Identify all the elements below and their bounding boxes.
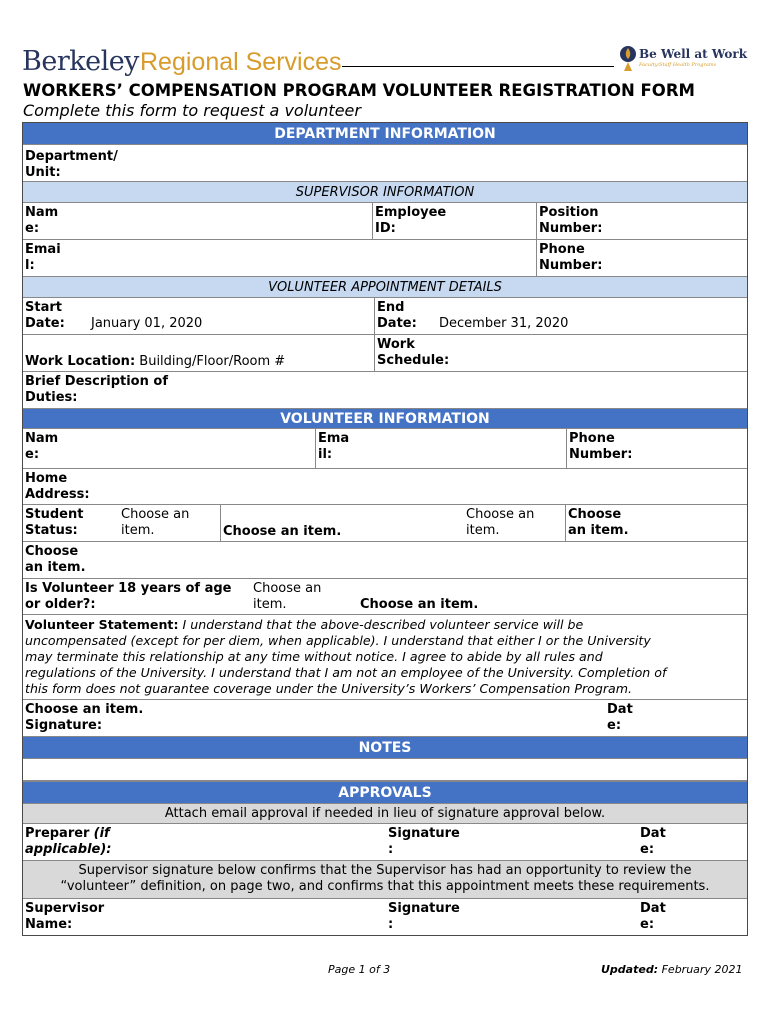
field-label: Signature bbox=[388, 826, 460, 841]
field-label: Student bbox=[25, 507, 84, 522]
statement-text: I understand that the above-described volunteer service will be bbox=[182, 617, 584, 632]
registration-form bbox=[22, 122, 748, 936]
dropdown-placeholder: Choose an item. bbox=[223, 524, 342, 539]
subsection-title: SUPERVISOR INFORMATION bbox=[295, 185, 475, 200]
field-label: Dat bbox=[607, 702, 633, 717]
supervisor-name-approval-field[interactable] bbox=[23, 899, 383, 935]
field-label: Employee bbox=[375, 205, 447, 220]
section-notes-header bbox=[23, 737, 747, 759]
supervisor-approval-note bbox=[23, 861, 747, 899]
field-label: Phone bbox=[569, 431, 615, 446]
appointment-dates-row bbox=[23, 298, 747, 335]
volunteer-name-field[interactable] bbox=[23, 429, 315, 468]
logo-regional-services: Regional Services bbox=[140, 48, 342, 76]
field-label: Preparer bbox=[25, 826, 90, 841]
field-label: ID: bbox=[375, 221, 396, 236]
field-label: Home bbox=[25, 471, 68, 486]
age-row bbox=[23, 579, 747, 615]
page-header bbox=[22, 40, 750, 80]
field-label: Supervisor bbox=[25, 901, 105, 916]
field-label: Nam bbox=[25, 431, 59, 446]
end-date-value[interactable]: December 31, 2020 bbox=[439, 316, 569, 331]
field-label: Position bbox=[539, 205, 599, 220]
statement-label: Volunteer Statement: bbox=[25, 617, 179, 632]
approval-note bbox=[23, 804, 747, 824]
supervisor-name-field[interactable] bbox=[23, 203, 372, 239]
duties-row[interactable] bbox=[23, 372, 747, 409]
supervisor-email-field[interactable] bbox=[23, 240, 536, 276]
supervisor-date-field[interactable] bbox=[638, 899, 749, 935]
field-label: Duties: bbox=[25, 390, 78, 405]
statement-text: uncompensated (except for per diem, when applicable). I understand that either I or the University bbox=[25, 633, 651, 648]
field-label: Start bbox=[25, 300, 62, 315]
note-text: Supervisor signature below confirms that the Supervisor has had an opportunity to review the bbox=[78, 863, 692, 878]
field-label: (if bbox=[93, 826, 110, 841]
field-label: il: bbox=[318, 447, 333, 462]
supervisor-position-field[interactable] bbox=[536, 203, 749, 239]
field-label: Nam bbox=[25, 205, 59, 220]
dropdown-placeholder: item. bbox=[466, 523, 500, 538]
notes-field[interactable] bbox=[23, 759, 747, 781]
volunteer-row-1 bbox=[23, 429, 747, 469]
field-label: Phone bbox=[539, 242, 585, 257]
student-status-dropdown-1[interactable] bbox=[119, 505, 220, 541]
field-label: or older?: bbox=[25, 597, 96, 612]
field-label: e: bbox=[640, 917, 655, 932]
preparer-signature-field[interactable] bbox=[386, 824, 606, 860]
field-label: Emai bbox=[25, 242, 61, 257]
field-label: Number: bbox=[569, 447, 633, 462]
dropdown-placeholder: Choose an bbox=[121, 507, 190, 522]
section-title: NOTES bbox=[358, 740, 412, 756]
dropdown-placeholder: an item. bbox=[25, 560, 86, 575]
home-address-field[interactable] bbox=[23, 469, 749, 504]
dropdown-placeholder: Choose an bbox=[253, 581, 322, 596]
field-label: : bbox=[388, 842, 394, 857]
statement-text: this form does not guarantee coverage under the University’s Workers’ Compensation Program. bbox=[25, 681, 632, 696]
section-title: APPROVALS bbox=[338, 785, 432, 801]
volunteer-statement-row bbox=[23, 615, 747, 700]
supervisor-signature-field[interactable] bbox=[386, 899, 606, 935]
dropdown-placeholder[interactable]: Choose an item. bbox=[25, 702, 144, 717]
form-title: WORKERS’ COMPENSATION PROGRAM VOLUNTEER REGISTRATION FORM bbox=[23, 81, 695, 100]
department-row[interactable] bbox=[23, 145, 747, 182]
field-label: Work Location: bbox=[25, 354, 136, 369]
field-label: Brief Description of bbox=[25, 374, 168, 389]
field-label: e: bbox=[25, 447, 40, 462]
be-well-logo-tag: Faculty/Staff Health Programs bbox=[639, 62, 717, 68]
field-label: applicable): bbox=[25, 842, 112, 857]
supervisor-row-2 bbox=[23, 240, 747, 277]
supervisor-approval-row bbox=[23, 899, 747, 935]
student-status-label bbox=[23, 505, 119, 541]
field-label: Status: bbox=[25, 523, 78, 538]
dropdown-placeholder: Choose bbox=[25, 544, 79, 559]
section-title: DEPARTMENT INFORMATION bbox=[274, 126, 496, 142]
volunteer-statement bbox=[23, 615, 749, 699]
field-label: l: bbox=[25, 258, 35, 273]
subsection-title: VOLUNTEER APPOINTMENT DETAILS bbox=[268, 280, 502, 295]
dropdown-placeholder: item. bbox=[121, 523, 155, 538]
dropdown-placeholder: Choose an item. bbox=[360, 597, 479, 612]
section-approvals-header bbox=[23, 782, 747, 804]
field-label: End bbox=[377, 300, 405, 315]
statement-text: may terminate this relationship at any time without notice. I agree to abide by all rules and bbox=[25, 649, 603, 664]
be-well-logo-icon bbox=[619, 45, 637, 71]
dropdown-placeholder: item. bbox=[253, 597, 287, 612]
field-label: Number: bbox=[539, 258, 603, 273]
field-label: Dat bbox=[640, 901, 666, 916]
dropdown-placeholder: Choose an bbox=[466, 507, 535, 522]
supervisor-phone-field[interactable] bbox=[536, 240, 749, 276]
field-label: Is Volunteer 18 years of age bbox=[25, 581, 232, 596]
choose-item-row[interactable] bbox=[23, 542, 747, 579]
field-label: Date: bbox=[25, 316, 65, 331]
age-question-label bbox=[23, 579, 251, 614]
field-label: e: bbox=[25, 221, 40, 236]
end-date-field[interactable] bbox=[374, 298, 749, 334]
volunteer-phone-field[interactable] bbox=[566, 429, 749, 468]
field-label: Name: bbox=[25, 917, 73, 932]
field-label: Department/ bbox=[25, 149, 118, 164]
field-label: Date: bbox=[377, 316, 417, 331]
field-label: Signature: bbox=[25, 718, 103, 733]
work-schedule-field[interactable] bbox=[374, 335, 749, 371]
statement-text: regulations of the University. I understand that I am not an employee of the University. Completion of bbox=[25, 665, 667, 680]
section-department-header bbox=[23, 123, 747, 145]
preparer-date-field[interactable] bbox=[638, 824, 749, 860]
preparer-row bbox=[23, 824, 747, 861]
student-status-dropdown-2[interactable] bbox=[220, 505, 464, 541]
note-text: Attach email approval if needed in lieu of signature approval below. bbox=[164, 806, 606, 821]
field-label: Signature bbox=[388, 901, 460, 916]
field-label: : bbox=[388, 917, 394, 932]
field-label: Number: bbox=[539, 221, 603, 236]
duties-field[interactable] bbox=[23, 372, 749, 408]
updated-value: February 2021 bbox=[661, 963, 743, 976]
student-status-dropdown-3[interactable] bbox=[464, 505, 565, 541]
section-title: VOLUNTEER INFORMATION bbox=[280, 411, 490, 427]
department-field[interactable] bbox=[23, 145, 749, 181]
page-number: Page 1 of 3 bbox=[328, 963, 391, 976]
supervisor-subheader bbox=[23, 182, 747, 203]
header-rule bbox=[342, 66, 614, 67]
appointment-subheader bbox=[23, 277, 747, 298]
section-volunteer-header bbox=[23, 409, 747, 429]
be-well-logo-title: Be Well at Work bbox=[639, 47, 748, 61]
field-label: Schedule: bbox=[377, 353, 450, 368]
field-label: Work bbox=[377, 337, 415, 352]
volunteer-date-field[interactable] bbox=[605, 700, 749, 736]
field-label: Ema bbox=[318, 431, 350, 446]
field-label: Unit: bbox=[25, 165, 61, 180]
work-location-field[interactable] bbox=[23, 335, 374, 371]
start-date-field[interactable] bbox=[23, 298, 374, 334]
volunteer-signature-row bbox=[23, 700, 747, 737]
dropdown-placeholder: Choose bbox=[568, 507, 622, 522]
age-dropdown-2[interactable] bbox=[358, 579, 558, 614]
student-status-row bbox=[23, 505, 747, 542]
field-label: e: bbox=[607, 718, 622, 733]
dropdown-placeholder: an item. bbox=[568, 523, 629, 538]
work-location-value[interactable]: Building/Floor/Room # bbox=[139, 354, 286, 369]
volunteer-email-field[interactable] bbox=[315, 429, 566, 468]
field-label: Address: bbox=[25, 487, 90, 502]
start-date-value[interactable]: January 01, 2020 bbox=[91, 316, 203, 331]
volunteer-address-row[interactable] bbox=[23, 469, 747, 505]
logo-berkeley: Berkeley bbox=[22, 46, 139, 77]
volunteer-signature-field[interactable] bbox=[23, 700, 603, 736]
student-status-dropdown-4[interactable] bbox=[565, 505, 749, 541]
form-subtitle: Complete this form to request a volunteer bbox=[23, 101, 361, 120]
note-text: “volunteer” definition, on page two, and confirms that this appointment meets these requirements. bbox=[60, 879, 710, 894]
work-location-row bbox=[23, 335, 747, 372]
supervisor-row-1 bbox=[23, 203, 747, 240]
field-label: e: bbox=[640, 842, 655, 857]
choose-item-dropdown[interactable] bbox=[23, 542, 749, 578]
field-label: Dat bbox=[640, 826, 666, 841]
updated-date bbox=[601, 963, 742, 976]
age-dropdown-1[interactable] bbox=[251, 579, 351, 614]
supervisor-employee-id-field[interactable] bbox=[372, 203, 536, 239]
preparer-field[interactable] bbox=[23, 824, 383, 860]
updated-label: Updated: bbox=[601, 963, 659, 976]
